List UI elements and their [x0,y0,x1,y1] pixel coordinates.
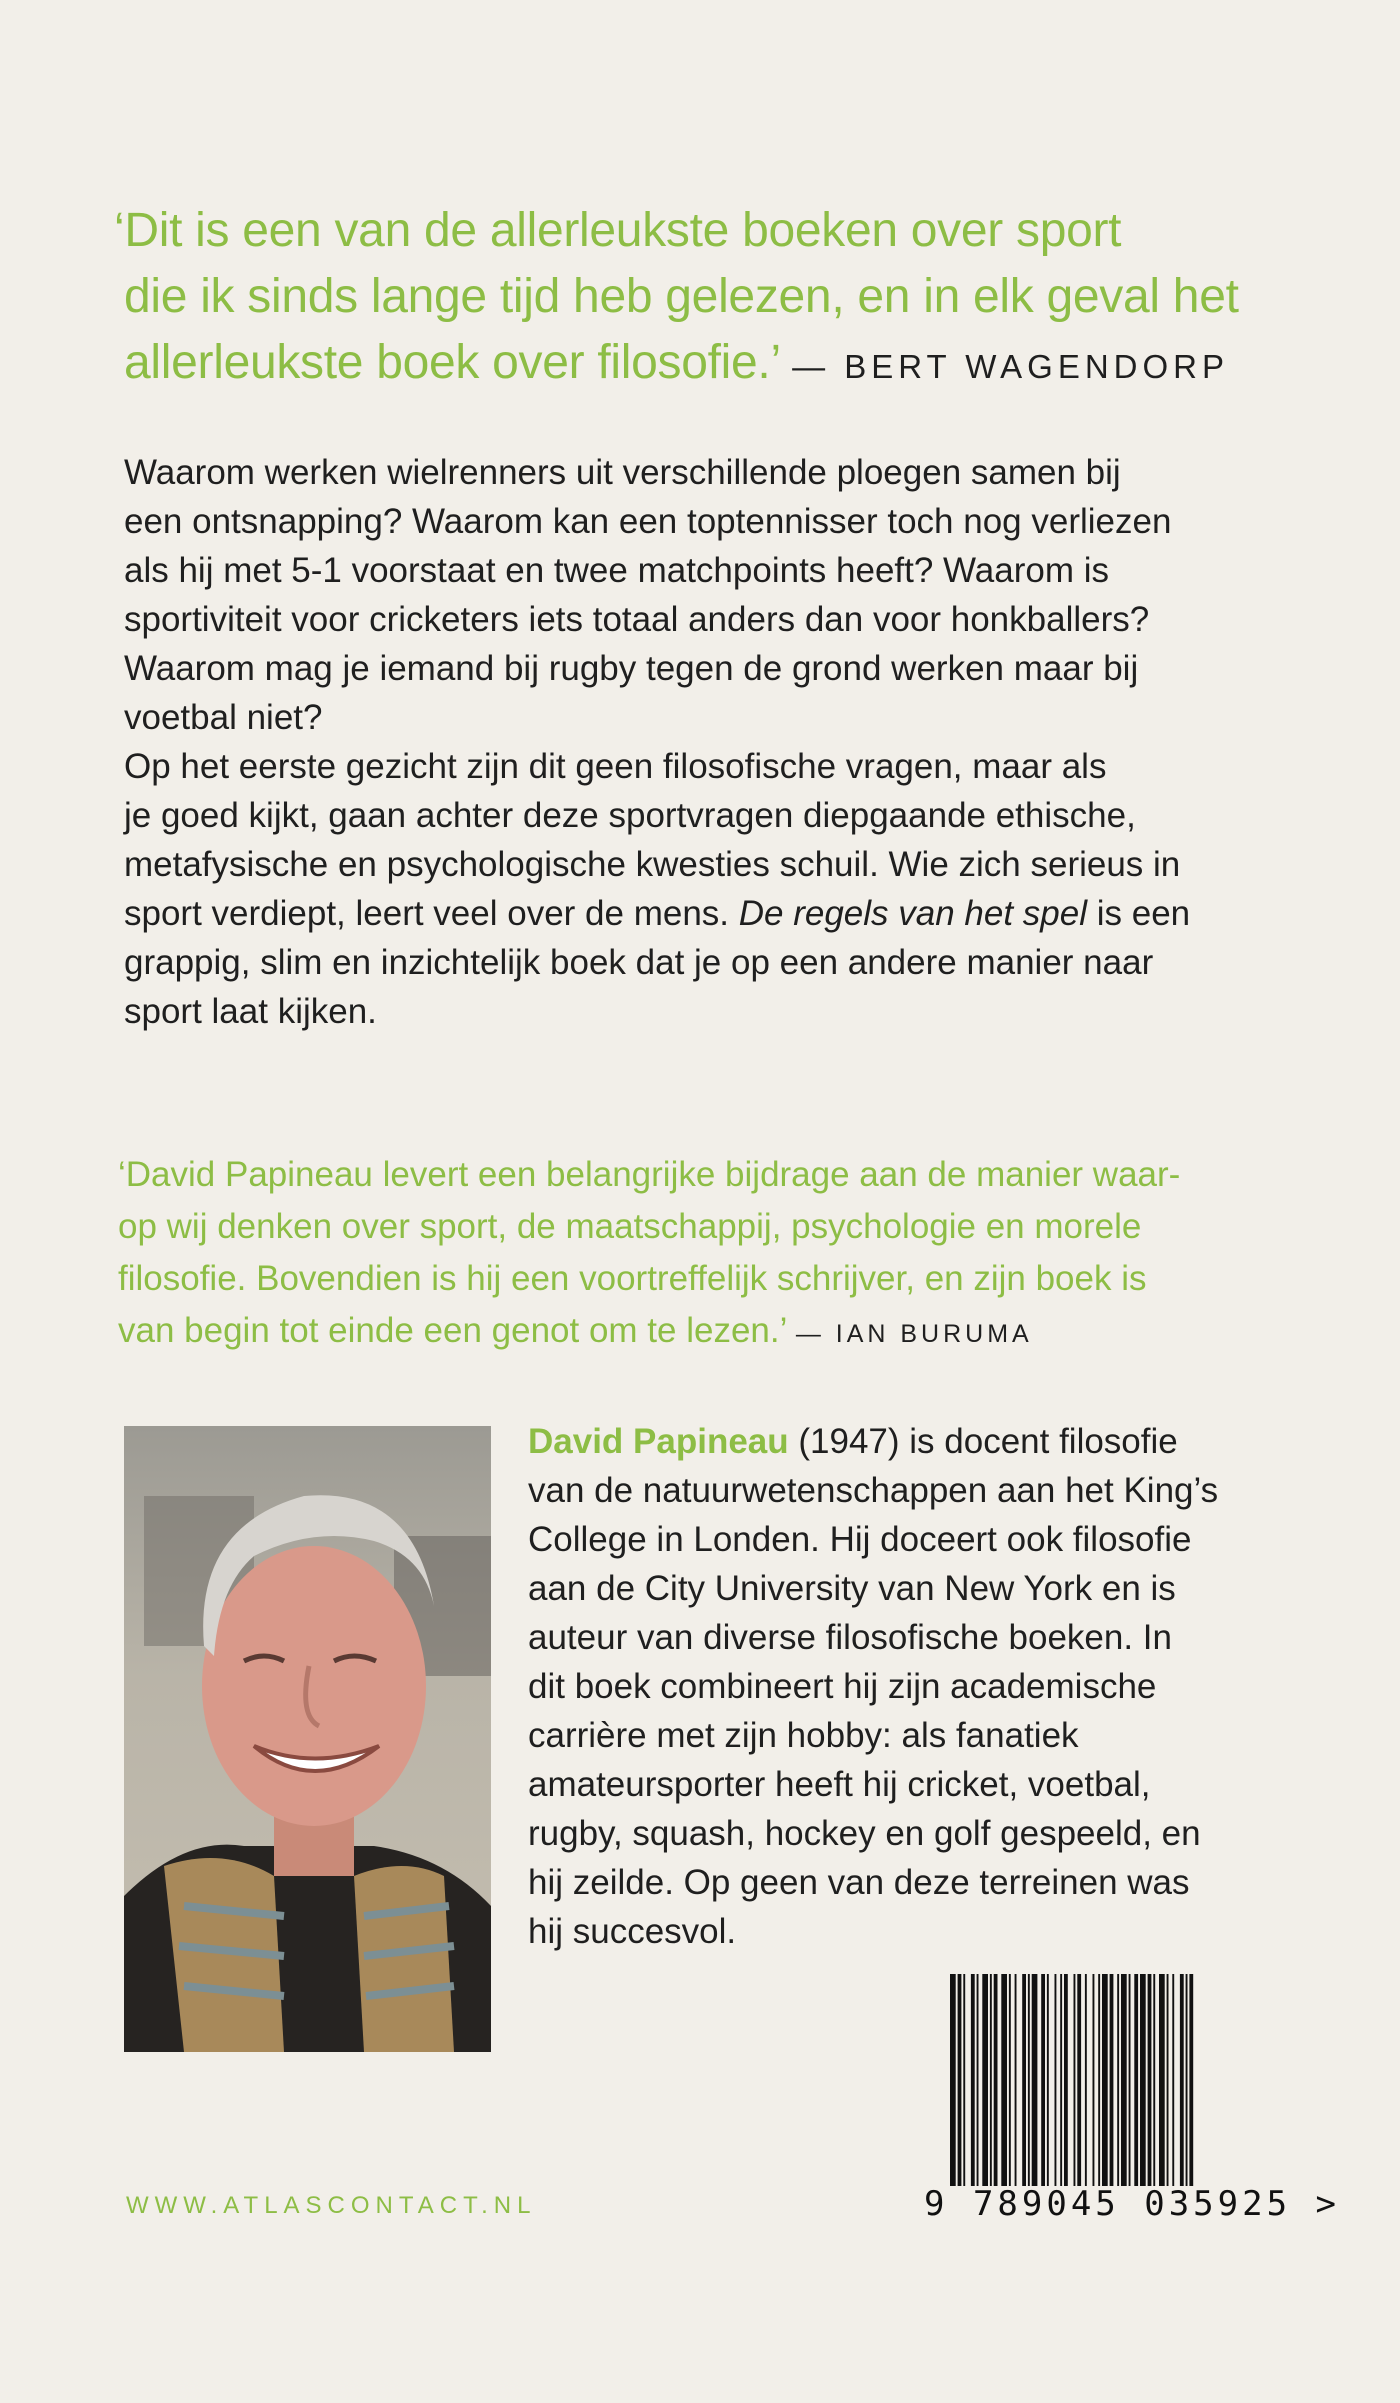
barcode-bar [1189,1974,1193,2186]
bio-line: aan de City University van New York en is [528,1569,1176,1608]
bio-line: dit boek combineert hij zijn academische [528,1667,1157,1706]
blurb-line: voetbal niet? [124,698,323,737]
bio-line: hij succesvol. [528,1912,737,1951]
blurb-line: grappig, slim en inzichtelijk boek dat je op een andere manier naar [124,943,1154,982]
quote-mid-line: van begin tot einde een genot om te lezen.’ [118,1311,787,1350]
bio-line: carrière met zijn hobby: als fanatiek [528,1716,1079,1755]
barcode-bar [1159,1974,1165,2186]
bio-text: (1947) is docent filosofie [788,1422,1178,1461]
bio-line: amateursporter heeft hij cricket, voetbal, [528,1765,1151,1804]
bio-line: hij zeilde. Op geen van deze terreinen was [528,1863,1190,1902]
barcode-bar [1148,1974,1152,2186]
blurb-line: je goed kijkt, gaan achter deze sportvragen diepgaande ethische, [124,796,1136,835]
blurb-line: een ontsnapping? Waarom kan een toptennisser toch nog verliezen [124,502,1172,541]
barcode-bar [990,1974,992,2186]
barcode-bar [1117,1974,1119,2186]
blurb-line: sport laat kijken. [124,992,377,1031]
quote-mid [118,1149,1318,1360]
barcode-bar [971,1974,975,2186]
barcode-bar [1153,1974,1155,2186]
barcode-bar [1110,1974,1114,2186]
isbn-barcode [950,1974,1270,2186]
barcode-bar [1167,1974,1169,2186]
barcode-bar [1172,1974,1174,2186]
blurb-line: Op het eerste gezicht zijn dit geen filosofische vragen, maar als [124,747,1107,786]
barcode-bar [1060,1974,1062,2186]
blurb-line [124,889,1304,938]
blurb-line: metafysische en psychologische kwesties schuil. Wie zich serieus in [124,845,1181,884]
barcode-bar [1129,1974,1131,2186]
barcode-bar [1055,1974,1057,2186]
book-title: De regels van het spel [738,894,1088,933]
barcode-bar [1015,1974,1017,2186]
barcode-bar [1022,1974,1026,2186]
barcode-bar [1032,1974,1038,2186]
barcode-bar [982,1974,988,2186]
bio-line: van de natuurwetenschappen aan het King’s [528,1471,1219,1510]
barcode-bar [1064,1974,1068,2186]
author-photo [124,1426,491,2052]
barcode-bar [1121,1974,1127,2186]
blurb-line: Waarom mag je iemand bij rugby tegen de grond werken maar bij [124,649,1139,688]
bio-line: College in Londen. Hij doceert ook filosofie [528,1520,1192,1559]
quote-mid-line: filosofie. Bovendien is hij een voortreffelijk schrijver, en zijn boek is [118,1259,1147,1298]
quote-mid-line: op wij denken over sport, de maatschappij, psychologie en morele [118,1207,1142,1246]
barcode-bar [1102,1974,1108,2186]
barcode-bar [1134,1974,1138,2186]
quote-top-line: ‘Dit is een van de allerleukste boeken over sport [114,204,1122,257]
barcode-bar [1041,1974,1045,2186]
quote-top-line: die ik sinds lange tijd heb gelezen, en in elk geval het [124,270,1239,323]
barcode-bar [950,1974,956,2186]
barcode-bar [1140,1974,1146,2186]
barcode-bar [1077,1974,1081,2186]
barcode-bar [1047,1974,1049,2186]
barcode-bar [994,1974,998,2186]
blurb-line: Waarom werken wielrenners uit verschillende ploegen samen bij [124,453,1121,492]
barcode-bar [977,1974,979,2186]
blurb-line: als hij met 5-1 voorstaat en twee matchpoints heeft? Waarom is [124,551,1109,590]
quote-mid-attribution: — IAN BURUMA [795,1320,1033,1348]
barcode-bar [958,1974,962,2186]
barcode-bar [1028,1974,1030,2186]
quote-top-attribution: — BERT WAGENDORP [792,348,1230,385]
barcode-bar [1180,1974,1184,2186]
bio-line: auteur van diverse filosofische boeken. In [528,1618,1172,1657]
barcode-bar [1074,1974,1076,2186]
barcode-bar [1085,1974,1087,2186]
bio-line: rugby, squash, hockey en golf gespeeld, en [528,1814,1201,1853]
publisher-website: WWW.ATLASCONTACT.NL [126,2192,537,2219]
author-portrait-illustration [124,1426,491,2052]
barcode-bar [1186,1974,1188,2186]
blurb-line: sportiviteit voor cricketers iets totaal anders dan voor honkballers? [124,600,1150,639]
barcode-bar [1009,1974,1011,2186]
author-bio [528,1417,1288,1956]
isbn-digits: 9 789045 035925 > [924,2184,1340,2224]
blurb-text: sport verdiept, leert veel over de mens. [124,894,739,933]
quote-top [114,198,1314,400]
blurb-text: is een [1087,894,1191,933]
barcode-bar [963,1974,965,2186]
quote-mid-line: ‘David Papineau levert een belangrijke bijdrage aan de manier waar- [118,1155,1181,1194]
barcode-bar [1093,1974,1095,2186]
barcode-bar [1098,1974,1100,2186]
barcode-bar [1001,1974,1007,2186]
author-name: David Papineau [528,1422,789,1461]
blurb-body [124,448,1304,1036]
quote-top-line: allerleukste boek over filosofie.’ [124,336,780,389]
